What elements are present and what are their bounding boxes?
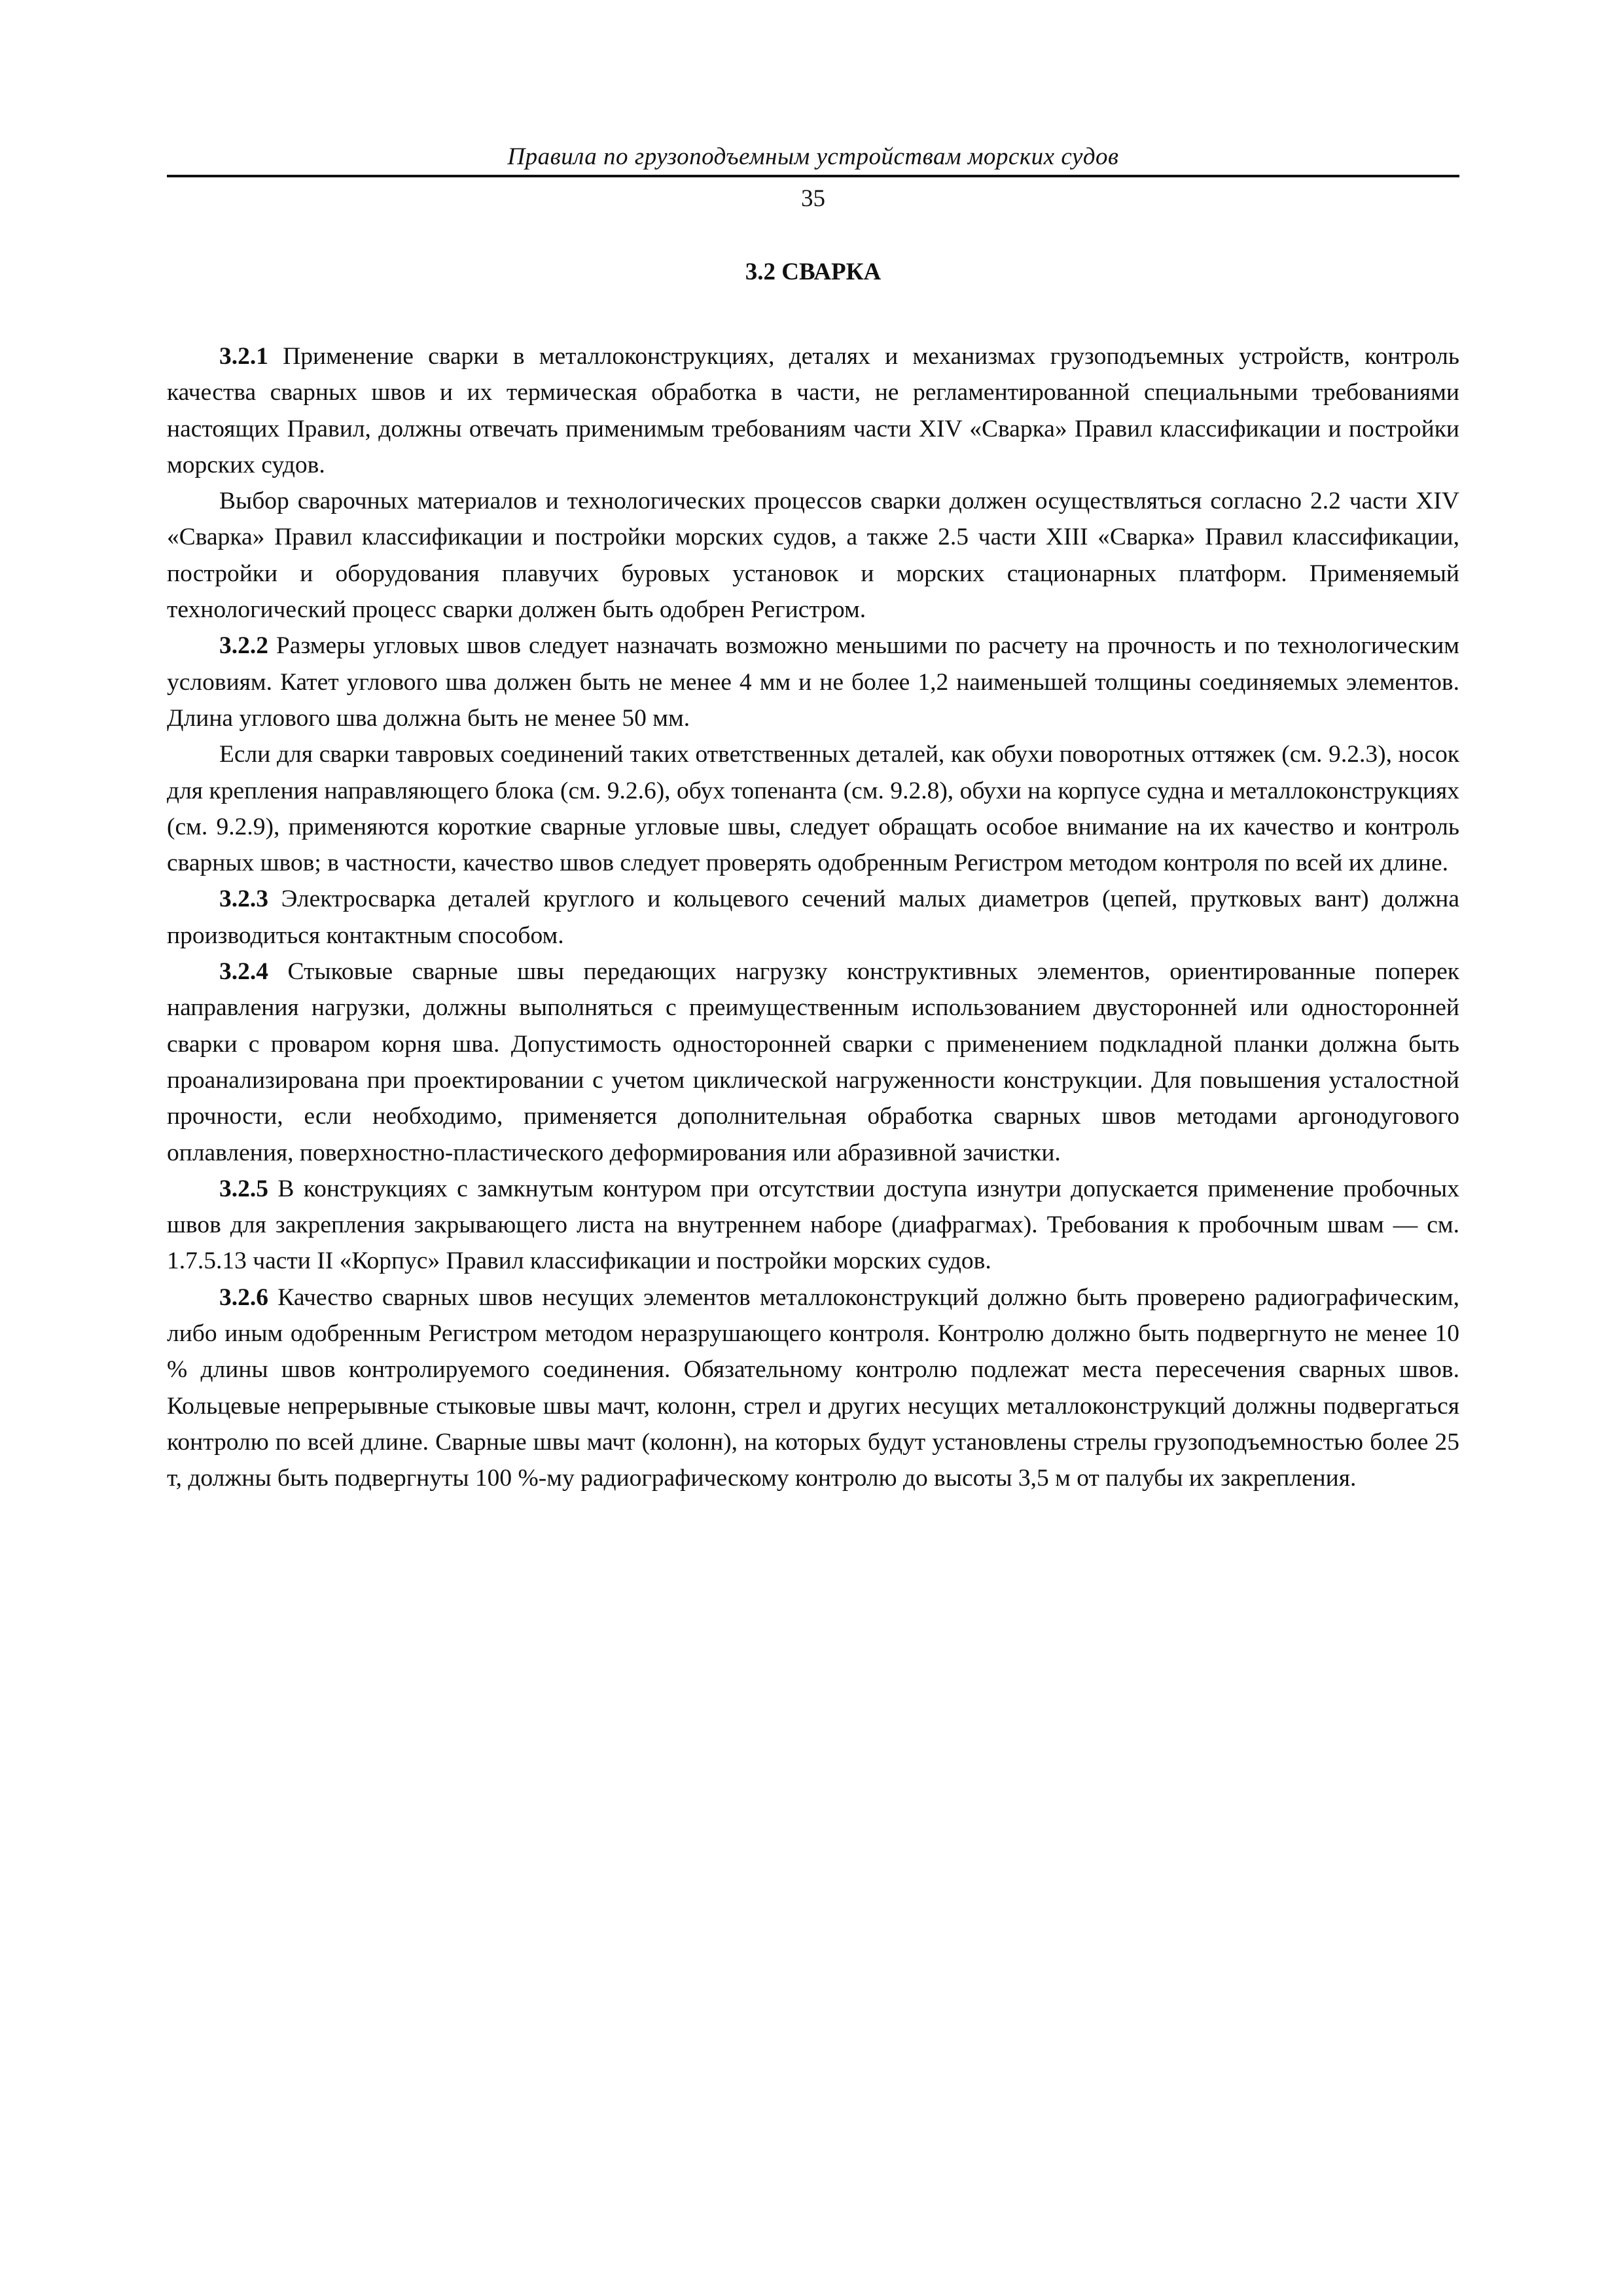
header-rule bbox=[167, 175, 1459, 177]
paragraph-3-2-2 bbox=[167, 628, 1459, 736]
paragraph-text: В конструкциях с замкнутым контуром при отсутствии доступа изнутри допускается применение пробочных швов для закрепления закрывающего листа на внутреннем наборе (диафрагмах). Требования к пробочным швам — см. 1.7.5.13 части II «Корпус» Правил классификации и постройки морских судов. bbox=[167, 1175, 1459, 1275]
page-number: 35 bbox=[801, 185, 825, 212]
paragraph-text: Выбор сварочных материалов и технологических процессов сварки должен осуществляться согласно 2.2 части XIV «Сварка» Правил классификации и постройки морских судов, а также 2.5 части XIII «Сварка» Правил классификации, постройки и оборудования плавучих буровых установок и морских стационарных платформ. Применяемый технологический процесс сварки должен быть одобрен Регистром. bbox=[167, 488, 1459, 624]
paragraph-text: Применение сварки в металлоконструкциях, деталях и механизмах грузоподъемных устройств, контроль качества сварных швов и их термическая обработка в части, не регламентированной специальными требованиями настоящих Правил, должны отвечать применимым требованиям части XIV «Сварка» Правил классификации и постройки морских судов. bbox=[167, 343, 1459, 478]
paragraph-3-2-5 bbox=[167, 1171, 1459, 1280]
clause-number: 3.2.1 bbox=[219, 343, 268, 370]
paragraph-3-2-1-cont bbox=[167, 483, 1459, 628]
clause-number: 3.2.6 bbox=[219, 1283, 268, 1311]
body-text bbox=[167, 338, 1459, 1497]
clause-number: 3.2.2 bbox=[219, 632, 268, 660]
paragraph-text: Если для сварки тавровых соединений таких ответственных деталей, как обухи поворотных оттяжек (см. 9.2.3), носок для крепления направляющего блока (см. 9.2.6), обух топенанта (см. 9.2.8), обухи на корпусе судна и металлоконструкциях (см. 9.2.9), применяются короткие сварные угловые швы, следует обращать особое внимание на их качество и контроль сварных швов; в частности, качество швов следует проверять одобренным Регистром методом контроля по всей их длине. bbox=[167, 741, 1459, 877]
paragraph-3-2-4 bbox=[167, 954, 1459, 1171]
paragraph-3-2-6 bbox=[167, 1280, 1459, 1497]
paragraph-3-2-1 bbox=[167, 338, 1459, 483]
clause-number: 3.2.3 bbox=[219, 886, 268, 913]
clause-number: 3.2.4 bbox=[219, 958, 268, 986]
paragraph-3-2-2-cont bbox=[167, 736, 1459, 881]
paragraph-3-2-3 bbox=[167, 881, 1459, 954]
paragraph-text: Размеры угловых швов следует назначать возможно меньшими по расчету на прочность и по технологическим условиям. Катет углового шва должен быть не менее 4 мм и не более 1,2 наименьшей толщины соединяемых элементов. Длина углового шва должна быть не менее 50 мм. bbox=[167, 632, 1459, 732]
section-title: 3.2 СВАРКА bbox=[745, 259, 882, 285]
document-page bbox=[167, 141, 1459, 1497]
clause-number: 3.2.5 bbox=[219, 1175, 268, 1202]
paragraph-text: Электросварка деталей круглого и кольцевого сечений малых диаметров (цепей, прутковых вант) должна производиться контактным способом. bbox=[167, 886, 1459, 949]
paragraph-text: Качество сварных швов несущих элементов металлоконструкций должно быть проверено радиографическим, либо иным одобренным Регистром методом неразрушающего контроля. Контролю должно быть подвергнуто не менее 10 % длины швов контролируемого соединения. Обязательному контролю подлежат места пересечения сварных швов. Кольцевые непрерывные стыковые швы мачт, колонн, стрел и других несущих металлоконструкций должны подвергаться контролю по всей длине. Сварные швы мачт (колонн), на которых будут установлены стрелы грузоподъемностью более 25 т, должны быть подвергнуты 100 %-му радиографическому контролю до высоты 3,5 м от палубы их закрепления. bbox=[167, 1283, 1459, 1492]
paragraph-text: Стыковые сварные швы передающих нагрузку конструктивных элементов, ориентированные поперек направления нагрузки, должны выполняться с преимущественным использованием двусторонней или односторонней сварки с проваром корня шва. Допустимость односторонней сварки с применением подкладной планки должна быть проанализирована при проектировании с учетом циклической нагруженности конструкции. Для повышения усталостной прочности, если необходимо, применяется дополнительная обработка сварных швов методами аргонодугового оплавления, поверхностно-пластического деформирования или абразивной зачистки. bbox=[167, 958, 1459, 1166]
running-header-title: Правила по грузоподъемным устройствам морских судов bbox=[507, 143, 1119, 170]
